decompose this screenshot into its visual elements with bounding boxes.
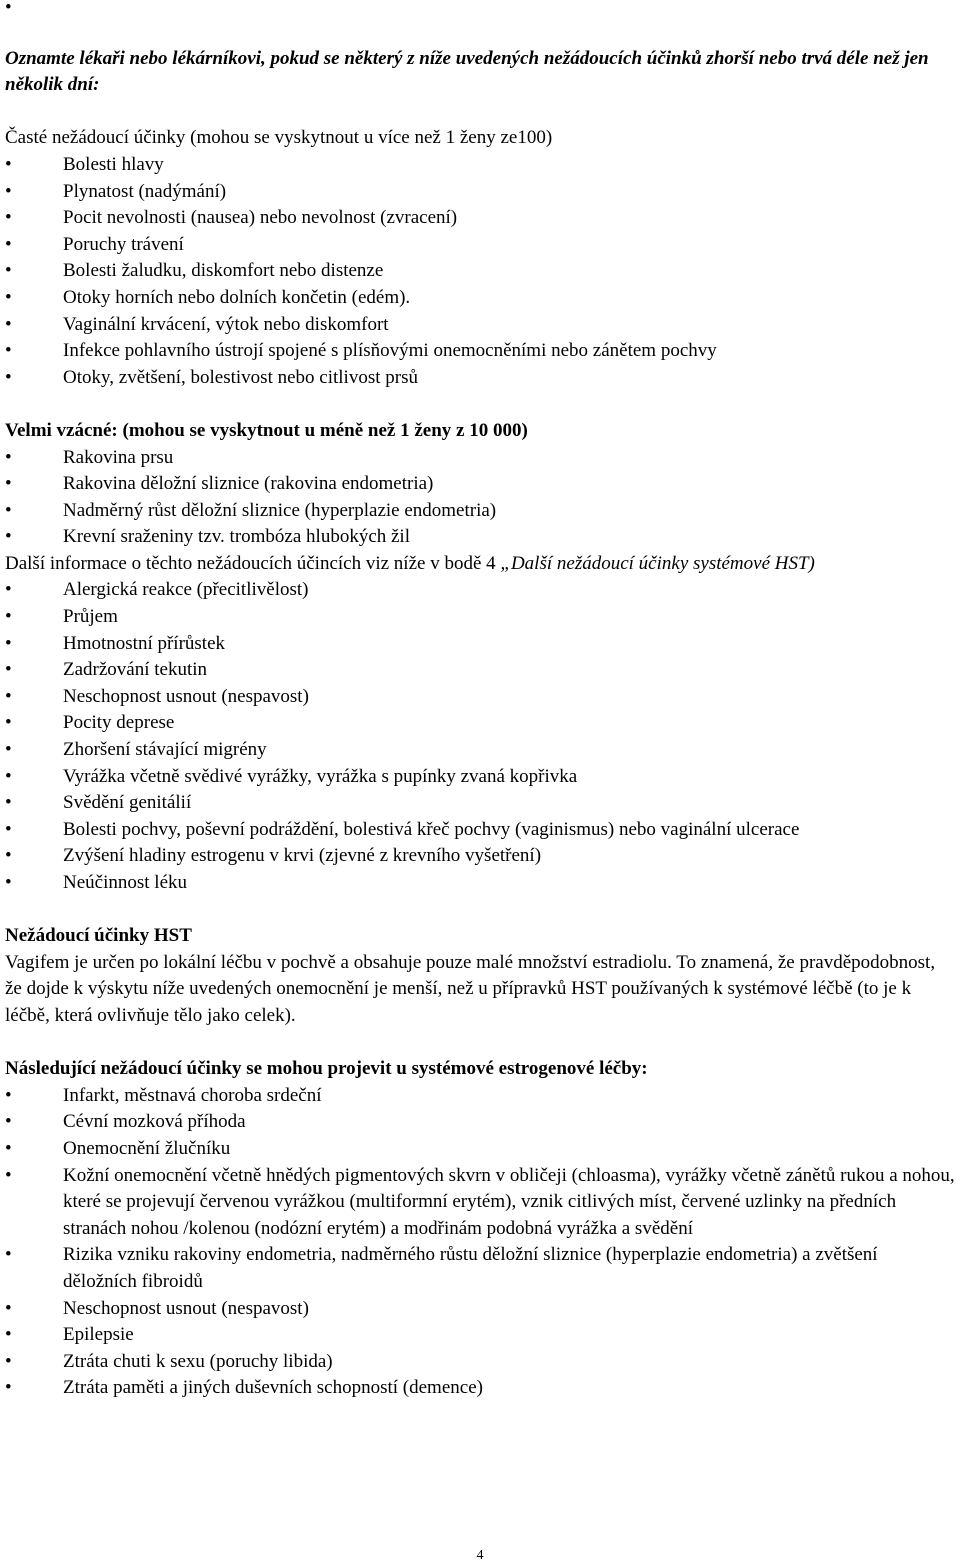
systemic-effects-list xyxy=(5,1083,955,1402)
list-item xyxy=(5,657,955,684)
bullet-icon: • xyxy=(5,207,12,229)
bullet-icon: • xyxy=(5,1377,12,1399)
list-item xyxy=(5,843,955,870)
list-item-text: Ztráta paměti a jiných duševních schopností (demence) xyxy=(63,1377,483,1399)
bullet-icon: • xyxy=(5,872,12,893)
bullet-icon: • xyxy=(5,366,12,388)
list-item xyxy=(5,338,955,365)
intro-paragraph: Oznamte lékaři nebo lékárníkovi, pokud se některý z níže uvedených nežádoucích účinků zhorší nebo trvá déle než jen několik dní: xyxy=(5,47,929,96)
bullet-icon: • xyxy=(5,446,12,468)
list-item-text: Infarkt, městnavá choroba srdeční xyxy=(63,1084,322,1106)
list-item-text: Alergická reakce (přecitlivělost) xyxy=(63,579,309,601)
list-item xyxy=(5,1322,955,1349)
bullet-icon: • xyxy=(5,659,12,681)
bullet-icon: • xyxy=(5,739,12,761)
list-item-text: Neúčinnost léku xyxy=(63,872,188,893)
list-item-text: Hmotnostní přírůstek xyxy=(63,632,226,654)
list-item-text: Zhoršení stávající migrény xyxy=(63,739,267,761)
bullet-icon: • xyxy=(5,286,12,308)
list-item-text: Epilepsie xyxy=(63,1324,134,1346)
bullet-icon: • xyxy=(5,1350,12,1372)
rare-heading: Velmi vzácné: (mohou se vyskytnout u méně než 1 ženy z 10 000) xyxy=(5,419,528,441)
list-item-text: Rakovina děložní sliznice (rakovina endometria) xyxy=(63,473,434,495)
list-item xyxy=(5,790,955,817)
list-item-text: Ztráta chuti k sexu (poruchy libida) xyxy=(63,1350,333,1372)
list-item-text: Plynatost (nadýmání) xyxy=(63,180,227,202)
list-item-text: Bolesti pochvy, poševní podráždění, bolestivá křeč pochvy (vaginismus) nebo vaginální ulcerace xyxy=(63,818,800,840)
list-item-text: Vaginální krvácení, výtok nebo diskomfort xyxy=(63,313,389,335)
bullet-icon: • xyxy=(5,606,12,628)
list-item-text: Kožní onemocnění včetně hnědých pigmentových skvrn v obličeji (chloasma), vyrážky včetně zánětů rukou a nohou, které se projevují červenou vyrážkou (multiformní erytém), vznik citlivých míst, červené uzlinky na předních stranách nohou /kolenou (nodózní erytém) a modřinám podobná vyrážka a svědění xyxy=(63,1164,955,1239)
list-item xyxy=(5,524,955,551)
bullet-icon: • xyxy=(5,579,12,601)
more-info-paragraph xyxy=(5,551,955,578)
list-item-text: Onemocnění žlučníku xyxy=(63,1137,231,1159)
hst-heading: Nežádoucí účinky HST xyxy=(5,925,192,947)
list-item xyxy=(5,1242,955,1295)
list-item xyxy=(5,1109,955,1136)
list-item xyxy=(5,1136,955,1163)
bullet-icon: • xyxy=(5,765,12,787)
list-item-text: Krevní sraženiny tzv. trombóza hlubokých žil xyxy=(63,526,410,548)
list-item xyxy=(5,870,955,897)
list-item xyxy=(5,737,955,764)
list-item-text: Průjem xyxy=(63,606,118,628)
list-item xyxy=(5,152,955,179)
bullet-icon: • xyxy=(5,526,12,548)
bullet-icon: • xyxy=(5,1297,12,1319)
list-item-text: Neschopnost usnout (nespavost) xyxy=(63,685,309,707)
list-item-text: Vyrážka včetně svědivé vyrážky, vyrážka s pupínky zvaná kopřivka xyxy=(63,765,578,787)
list-item-text: Poruchy trávení xyxy=(63,233,184,255)
list-item-text: Bolesti žaludku, diskomfort nebo distenze xyxy=(63,260,384,282)
list-item xyxy=(5,471,955,498)
list-item xyxy=(5,577,955,604)
list-item xyxy=(5,205,955,232)
more-effects-list xyxy=(5,577,955,896)
top-bullet: • xyxy=(5,0,12,18)
bullet-icon: • xyxy=(5,1111,12,1133)
list-item-text: Cévní mozková příhoda xyxy=(63,1111,246,1133)
list-item xyxy=(5,1296,955,1323)
list-item xyxy=(5,817,955,844)
list-item-text: Pocit nevolnosti (nausea) nebo nevolnost (zvracení) xyxy=(63,207,458,229)
more-info-reference: „Další nežádoucí účinky systémové HST) xyxy=(500,552,815,574)
list-item-text: Otoky, zvětšení, bolestivost nebo citlivost prsů xyxy=(63,366,418,388)
bullet-icon: • xyxy=(5,340,12,362)
list-item-text: Pocity deprese xyxy=(63,712,175,734)
list-item-text: Otoky horních nebo dolních končetin (edém). xyxy=(63,286,411,308)
list-item xyxy=(5,258,955,285)
list-item xyxy=(5,365,955,392)
list-item xyxy=(5,1083,955,1110)
hst-paragraph: Vagifem je určen po lokální léčbu v pochvě a obsahuje pouze malé množství estradiolu. To znamená, že pravděpodobnost, že dojde k výskytu níže uvedených onemocnění je menší, než u přípravků HST používaných k systémové léčbě (to je k léčbě, která ovlivňuje tělo jako celek). xyxy=(5,951,936,1026)
bullet-icon: • xyxy=(5,1244,12,1266)
bullet-icon: • xyxy=(5,1164,12,1186)
list-item-text: Neschopnost usnout (nespavost) xyxy=(63,1297,309,1319)
list-item xyxy=(5,498,955,525)
list-item xyxy=(5,1375,955,1402)
bullet-icon: • xyxy=(5,685,12,707)
list-item xyxy=(5,631,955,658)
more-info-text: Další informace o těchto nežádoucích účincích viz níže v bodě 4 xyxy=(5,552,501,574)
bullet-icon: • xyxy=(5,260,12,282)
bullet-icon: • xyxy=(5,153,12,175)
list-item-text: Nadměrný růst děložní sliznice (hyperplazie endometria) xyxy=(63,499,497,521)
list-item xyxy=(5,179,955,206)
list-item xyxy=(5,1163,955,1243)
bullet-icon: • xyxy=(5,1324,12,1346)
bullet-icon: • xyxy=(5,818,12,840)
list-item-text: Svědění genitálií xyxy=(63,792,192,814)
list-item xyxy=(5,764,955,791)
bullet-icon: • xyxy=(5,792,12,814)
bullet-icon: • xyxy=(5,712,12,734)
list-item-text: Bolesti hlavy xyxy=(63,153,164,175)
bullet-icon: • xyxy=(5,1137,12,1159)
list-item xyxy=(5,232,955,259)
list-item-text: Rizika vzniku rakoviny endometria, nadměrného růstu děložní sliznice (hyperplazie endometria) a zvětšení děložních fibroidů xyxy=(63,1244,878,1292)
list-item-text: Rakovina prsu xyxy=(63,446,174,468)
list-item xyxy=(5,604,955,631)
document-page xyxy=(5,0,955,1402)
rare-effects-list xyxy=(5,445,955,551)
list-item xyxy=(5,312,955,339)
list-item xyxy=(5,710,955,737)
list-item xyxy=(5,684,955,711)
list-item-text: Zvýšení hladiny estrogenu v krvi (zjevné z krevního vyšetření) xyxy=(63,845,542,867)
bullet-icon: • xyxy=(5,1084,12,1106)
page-number: 4 xyxy=(476,1548,484,1563)
list-item xyxy=(5,445,955,472)
common-effects-list xyxy=(5,152,955,391)
list-item xyxy=(5,1349,955,1376)
common-heading: Časté nežádoucí účinky (mohou se vyskytnout u více než 1 ženy ze100) xyxy=(5,127,553,149)
bullet-icon: • xyxy=(5,473,12,495)
bullet-icon: • xyxy=(5,499,12,521)
list-item-text: Infekce pohlavního ústrojí spojené s plísňovými onemocněními nebo zánětem pochvy xyxy=(63,340,717,362)
bullet-icon: • xyxy=(5,313,12,335)
bullet-icon: • xyxy=(5,233,12,255)
list-item xyxy=(5,285,955,312)
bullet-icon: • xyxy=(5,632,12,654)
bullet-icon: • xyxy=(5,180,12,202)
list-item-text: Zadržování tekutin xyxy=(63,659,208,681)
bullet-icon: • xyxy=(5,845,12,867)
systemic-heading: Následující nežádoucí účinky se mohou projevit u systémové estrogenové léčby: xyxy=(5,1058,648,1080)
